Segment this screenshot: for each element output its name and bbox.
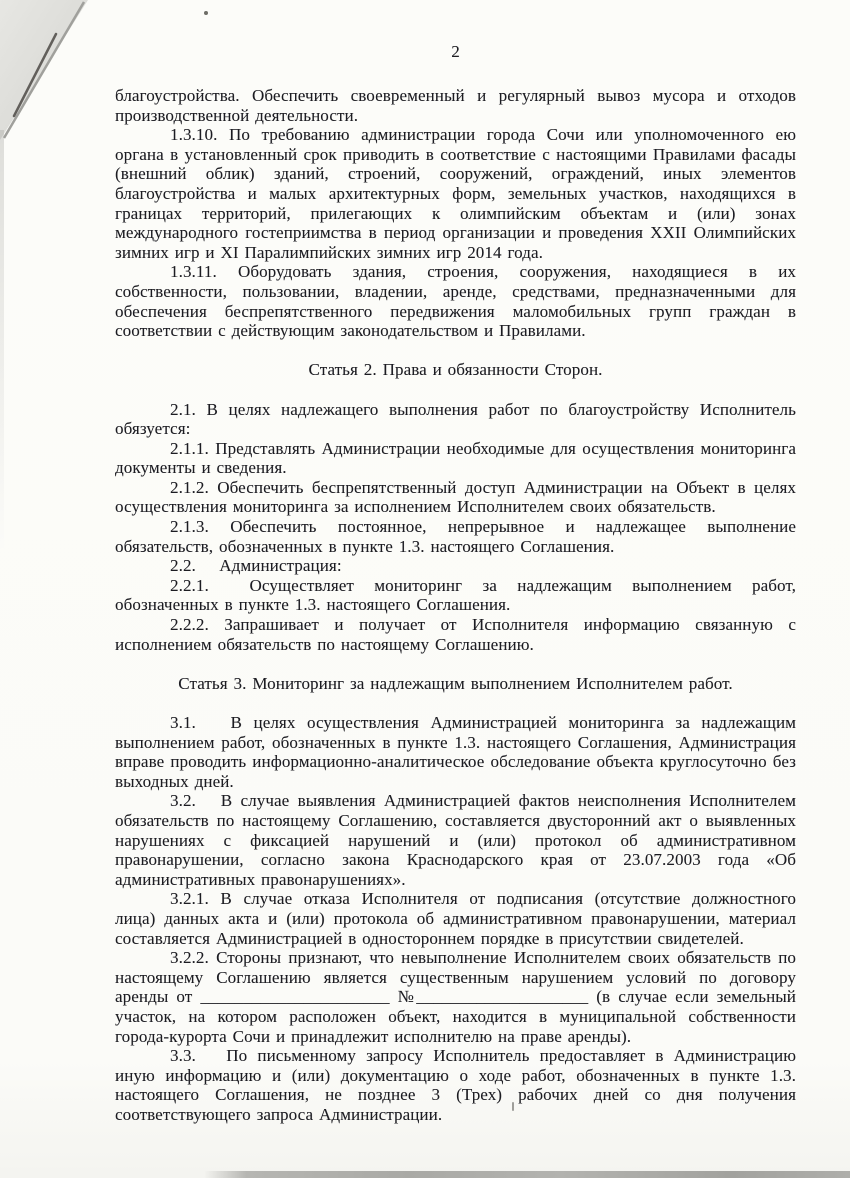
document-paragraph: 2.2.2. Запрашивает и получает от Исполнителя информацию связанную с исполнением обязательств по настоящему Соглашению. (115, 615, 796, 654)
document-paragraph: 2.1.2. Обеспечить беспрепятственный доступ Администрации на Объект в целях осуществления мониторинга за исполнением Исполнителем своих обязательств. (115, 477, 796, 517)
document-paragraph: 2.1.3. Обеспечить постоянное, непрерывное и надлежащее выполнение обязательств, обозначенных в пункте 1.3. настоящего Соглашения. (115, 517, 796, 556)
scan-edge-shade (0, 130, 4, 550)
document-paragraph: благоустройства. Обеспечить своевременный и регулярный вывоз мусора и отходов производственной деятельности. (115, 86, 796, 125)
document-paragraph: 1.3.10. По требованию администрации города Сочи или уполномоченного ею органа в установленный срок приводить в соответствие с настоящими Правилами фасады (внешний облик) зданий, строений, сооружений, ограждений, иных элементов благоустройства и малых архитектурных форм, земельных участков, находящихся в границах территорий, прилегающих к олимпийским объектам и (или) зонах международного гостеприимства в период организации и проведения XXII Олимпийских зимних игр и XI Паралимпийских зимних игр 2014 года. (115, 125, 796, 262)
document-paragraph: 3.2.1. В случае отказа Исполнителя от подписания (отсутствие должностного лица) данных акта и (или) протокола об административном правонарушении, материал составляется Администрацией в одностороннем порядке в присутствии свидетелей. (115, 889, 796, 948)
document-paragraph: 3.2. В случае выявления Администрацией фактов неисполнения Исполнителем обязательств по настоящему Соглашению, составляется двусторонний акт о выявленных нарушениях с фиксацией нарушений и (или) протокол об административном правонарушении, согласно закона Краснодарского края от 23.07.2003 года «Об административных правонарушениях». (115, 791, 796, 889)
scanner-shadow-strip (0, 1171, 850, 1178)
document-paragraph: 1.3.11. Оборудовать здания, строения, сооружения, находящиеся в их собственности, пользовании, владении, аренде, средствами, предназначенными для обеспечения беспрепятственного передвижения маломобильных групп граждан в соответствии с действующим законодательством и Правилами. (115, 262, 796, 341)
section-heading: Статья 2. Права и обязанности Сторон. (308, 360, 603, 380)
document-paragraph: 2.1.1. Представлять Администрации необходимые для осуществления мониторинга документы и сведения. (115, 438, 796, 478)
section-heading: Статья 3. Мониторинг за надлежащим выполнением Исполнителем работ. (178, 673, 733, 693)
document-paragraph: 2.2. Администрация: (170, 556, 342, 576)
document-paragraph: 2.2.1. Осуществляет мониторинг за надлежащим выполнением работ, обозначенных в пункте 1.3. настоящего Соглашения. (115, 575, 796, 615)
scan-speck (204, 11, 208, 15)
document-paragraph: 3.2.2. Стороны признают, что невыполнение Исполнителем своих обязательств по настоящему Соглашению является существенным нарушением условий по договору аренды от ______________________ №____________________ (в случае если земельный участок, на котором расположен объект, находится в муниципальной собственности города-курорта Сочи и принадлежит исполнителю на праве аренды). (115, 948, 796, 1046)
page-number: 2 (451, 42, 460, 61)
document-body (115, 86, 796, 1124)
document-paragraph: 3.3. По письменному запросу Исполнитель предоставляет в Администрацию иную информацию и (или) документацию о ходе работ, обозначенных в пункте 1.3. настоящего Соглашения, не позднее 3 (Трех) рабочих дней со дня получения соответствующего запроса Администрации. (115, 1046, 796, 1124)
document-paragraph: 2.1. В целях надлежащего выполнения работ по благоустройству Исполнитель обязуется: (115, 399, 796, 439)
document-paragraph: 3.1. В целях осуществления Администрацией мониторинга за надлежащим выполнением работ, обозначенных в пункте 1.3. настоящего Соглашения, Администрация вправе проводить информационно-аналитическое обследование объекта круглосуточно без выходных дней. (115, 713, 796, 791)
